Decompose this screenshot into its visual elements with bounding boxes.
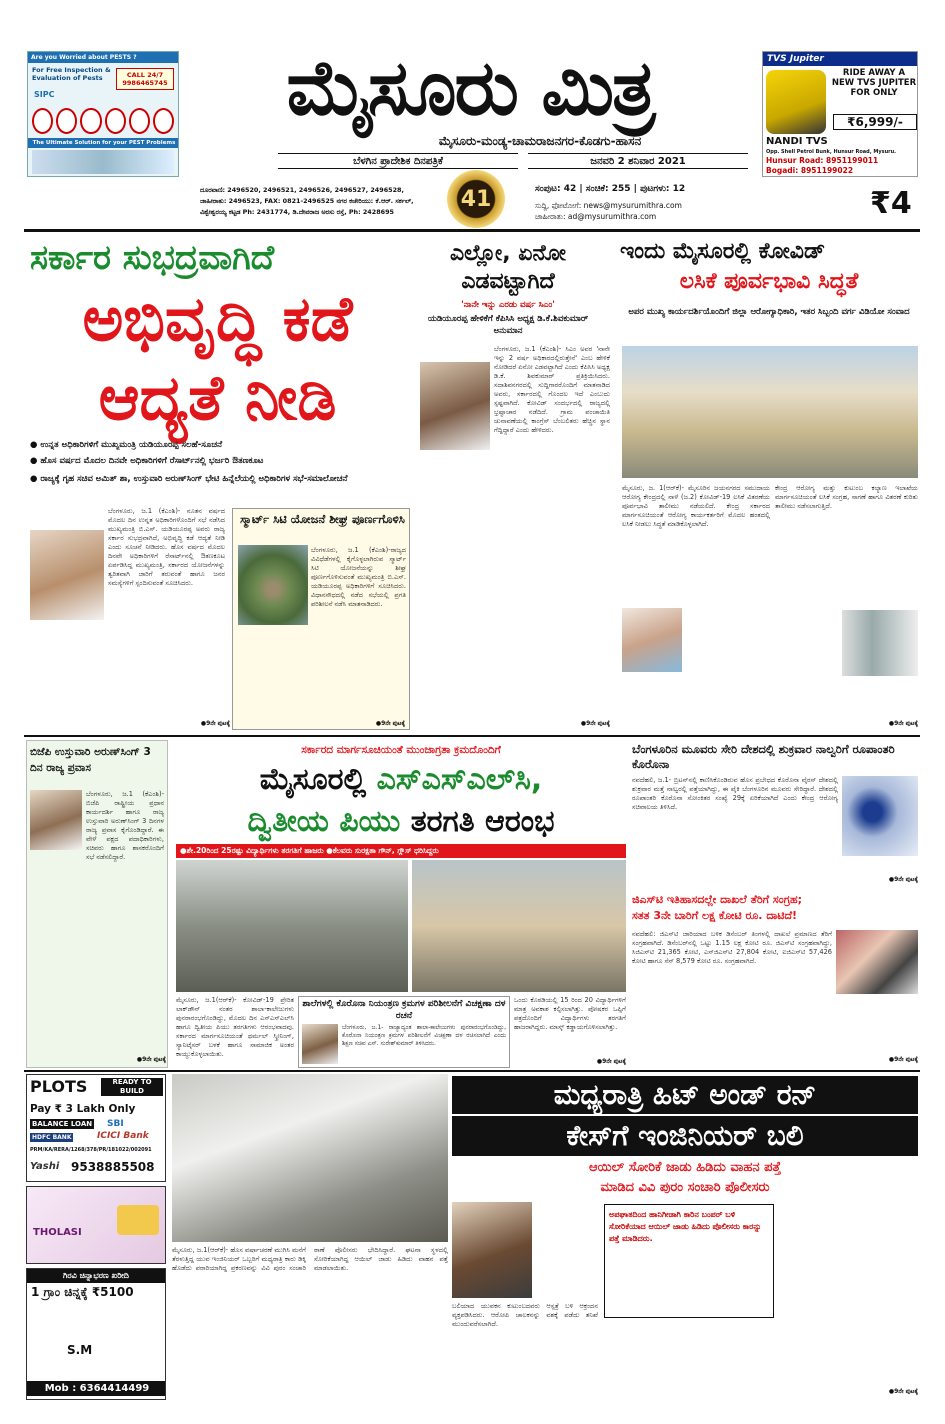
- bjp-credit: ●9ನೇ ಪುಟಕ್ಕೆ: [136, 1056, 166, 1063]
- pest-icon: [153, 108, 174, 134]
- sslc-line-2: [176, 802, 626, 842]
- rera-number: PRM/KA/RERA/1268/378/PR/181022/002091: [30, 1147, 152, 1153]
- balance-label: BALANCE LOAN: [32, 1120, 93, 1128]
- covid-credit: ●9ನೇ ಪುಟಕ್ಕೆ: [888, 720, 918, 727]
- masthead-regions: ಮೈಸೂರು-ಮಂಡ್ಯ-ಚಾಮರಾಜನಗರ-ಕೊಡಗು-ಹಾಸನ: [438, 134, 642, 148]
- bengaluru-headline: ಬೆಂಗಳೂರಿನ ಮೂವರು ಸೇರಿ ದೇಶದಲ್ಲಿ ಶುಕ್ರವಾರ ನಾಲ್ವರಿಗೆ ರೂಪಾಂತರಿ ಕೊರೊನಾ: [632, 742, 895, 771]
- tvs-price: ₹6,999/-: [833, 114, 917, 130]
- accident-car-photo: [172, 1074, 448, 1242]
- hitrun-sub-2: ಮಾಡಿದ ವಿವಿ ಪುರಂ ಸಂಚಾರಿ ಪೊಲೀಸರು: [600, 1180, 770, 1195]
- issue-number: ಸಂಚಿಕೆ: 255: [585, 184, 631, 194]
- hitrun-credit: ●9ನೇ ಪುಟಕ್ಕೆ: [888, 1388, 918, 1395]
- ad-left-pest[interactable]: [27, 51, 179, 177]
- hitrun-headline-1: ಮಧ್ಯರಾತ್ರಿ ಹಿಟ್ ಅಂಡ್ ರನ್: [452, 1076, 918, 1114]
- smart-city-credit: ●9ನೇ ಪುಟಕ್ಕೆ: [375, 720, 405, 727]
- sslc-credit: ●9ನೇ ಪುಟಕ್ಕೆ: [596, 1058, 626, 1065]
- swab-photo: [842, 776, 918, 856]
- gold-title: ಗಿರವಿ ಚಿನ್ನಾಭರಣ ಖರೀದಿ: [27, 1269, 165, 1283]
- masthead-title: ಮೈಸೂರು ಮಿತ್ರ: [286, 43, 654, 132]
- hitrun-headline-2: ಕೇಸ್‌ಗೆ ಇಂಜಿನಿಯರ್ ಬಲಿ: [452, 1116, 918, 1156]
- gst-headline-2: ಸತತ 3ನೇ ಬಾರಿಗೆ ಲಕ್ಷ ಕೋಟಿ ರೂ. ದಾಟಿದೆ!: [632, 909, 798, 922]
- covid-body: ಮೈಸೂರು, ಜ. 1(ಆರ್‌ಕೆ)- ಮೈಸೂರಿನ ಜಯನಗರದ ಸಮುದಾಯ ಆರೋಗ್ಯ ಕೇಂದ್ರದಲ್ಲಿ ನಾಳೆ (ಜ.2) ಕೋವಿಡ್-19 ಲಸಿಕೆ ವಿತರಣೆಯ ಪೂರ್ವಭಾವಿ ತಾಲೀಮು ನಡೆಯಲಿದೆ. ಕೇಂದ್ರ ಸರ್ಕಾರದ ಮಾರ್ಗಸೂಚಿಯಂತೆ ಆರೋಗ್ಯ ಕಾರ್ಯಕರ್ತರಿಗೆ ಮೊದಲ ಹಂತದಲ್ಲಿ ಲಸಿಕೆ ನೀಡಲು ಸಿದ್ಧತೆ ಮಾಡಿಕೊಳ್ಳಲಾಗಿದೆ.: [622, 484, 770, 528]
- yashi-logo: Yashi: [30, 1161, 60, 1172]
- bjp-headline: ಬಿಜೆಪಿ ಉಸ್ತುವಾರಿ ಅರುಣ್‌ಸಿಂಗ್ 3 ದಿನ ರಾಜ್ಯ ಪ್ರವಾಸ: [30, 746, 151, 774]
- ad-tholasi[interactable]: [26, 1186, 166, 1264]
- sslc-line-2a: ದ್ವಿತೀಯ ಪಿಯು: [247, 804, 401, 839]
- pest-icon: [129, 108, 150, 134]
- bengaluru-body-wide: [632, 864, 918, 876]
- sslc-line-1: [176, 760, 626, 800]
- hitrun-body-3: [604, 1322, 774, 1398]
- vaccine-vials-photo: [842, 610, 918, 676]
- anniversary-badge: [447, 170, 505, 228]
- sslc-sub: ●ಶೇ.20ರಿಂದ 25ರಷ್ಟು ವಿದ್ಯಾರ್ಥಿಗಳು ತರಗತಿಗೆ ಹಾಜರು ●ಕೆಲವರು ಸುರಕ್ಷತಾ ಗೌನ್, ಗ್ಲೌಸ್ ಧರಿಸಿದ್ದರು: [176, 844, 626, 858]
- sslc-line-1a: ಮೈಸೂರಲ್ಲಿ: [259, 762, 367, 797]
- lead-headline-2: ಆದ್ಯತೆ ನೀಡಿ: [98, 361, 337, 434]
- ad-left-question: Are you Worried about PESTS ?: [28, 52, 178, 63]
- sslc-body: ಮೈಸೂರು, ಜ.1(ಆರ್‌ಕೆ)- ಕೋವಿಡ್-19 ಪ್ರೇರಿತ ಲಾಕ್‌ಡೌನ್ ನಂತರ ಶಾಲಾ-ಕಾಲೇಜುಗಳು ಪುನರಾರಂಭಗೊಂಡಿದ್ದು, ಮೊದಲ ದಿನ ಎಸ್‌ಎಸ್‌ಎಲ್‌ಸಿ ಹಾಗೂ ದ್ವಿತೀಯ ಪಿಯು ತರಗತಿಗಳು ಆರಂಭವಾದವು. ಸರ್ಕಾರದ ಮಾರ್ಗಸೂಚಿಯಂತೆ ಥರ್ಮಲ್ ಸ್ಕ್ರೀನಿಂಗ್, ಸ್ಯಾನಿಟೈಸರ್ ಬಳಕೆ ಹಾಗೂ ಸಾಮಾಜಿಕ ಅಂತರ ಕಾಯ್ದುಕೊಳ್ಳಲಾಯಿತು.: [176, 996, 294, 1058]
- lead-bullet-2: ● ಹೊಸ ವರ್ಷದ ಮೊದಲ ದಿನವೇ ಅಧಿಕಾರಿಗಳಿಗೆ ರೆಸಾರ್ಟ್‌ನಲ್ಲಿ ಭರ್ಜರಿ ಔತಣಕೂಟ: [30, 456, 410, 466]
- masthead-date: ಜನವರಿ 2 ಶನಿವಾರ 2021: [528, 153, 748, 169]
- masthead-tagline: ಬೆಳಗಿನ ಪ್ರಾದೇಶಿಕ ದಿನಪತ್ರಿಕೆ: [278, 153, 518, 169]
- sbi-logo: SBI: [107, 1119, 124, 1129]
- ad-left-image: [32, 150, 174, 174]
- yellow-credit: ●9ನೇ ಪುಟಕ್ಕೆ: [580, 720, 610, 727]
- yellow-headline: ಎಲ್ಲೋ, ಏನೋ ಎಡವಟ್ಟಾಗಿದೆ: [450, 241, 566, 294]
- sslc-line-1b: ಎಸ್‌ಎಸ್‌ಎಲ್‌ಸಿ,: [376, 762, 543, 797]
- classroom-photo-1: [176, 860, 408, 992]
- plots-phone: 9538885508: [71, 1160, 155, 1174]
- page-count: ಪುಟಗಳು: 12: [640, 184, 686, 194]
- phone-line-1: ದೂರವಾಣಿ: 2496520, 2496521, 2496526, 2496527, 2496528,: [200, 186, 404, 194]
- bengaluru-credit: ●9ನೇ ಪುಟಕ್ಕೆ: [888, 876, 918, 883]
- covid-headline-1: ಇಂದು ಮೈಸೂರಲ್ಲಿ ಕೋವಿಡ್: [620, 239, 826, 264]
- bengaluru-body: ನವದೆಹಲಿ, ಜ.1- ಬ್ರಿಟನ್‌ನಲ್ಲಿ ಕಾಣಿಸಿಕೊಂಡಿರುವ ಹೊಸ ಪ್ರಬೇಧದ ಕೊರೊನಾ ವೈರಸ್ ದೇಶದಲ್ಲಿ ಶುಕ್ರವಾರ ಮತ್ತೆ ನಾಲ್ವರಲ್ಲಿ ಪತ್ತೆಯಾಗಿದ್ದು, ಈ ಪೈಕಿ ಬೆಂಗಳೂರಿನ ಮೂವರು ಸೇರಿದ್ದಾರೆ. ದೇಶದಲ್ಲಿ ರೂಪಾಂತರಿ ಕೊರೊನಾ ಸೋಂಕಿತರ ಸಂಖ್ಯೆ 29ಕ್ಕೆ ಏರಿಕೆಯಾಗಿದೆ ಎಂದು ಕೇಂದ್ರ ಆರೋಗ್ಯ ಸಚಿವಾಲಯ ತಿಳಿಸಿದೆ.: [632, 776, 838, 811]
- school-rules-headline: ಶಾಲೆಗಳಲ್ಲಿ ಕೊರೊನಾ ನಿಯಂತ್ರಣ ಕ್ರಮಗಳ ಪರಿಶೀಲನೆಗೆ ವಿಚಕ್ಷಣಾ ದಳ ರಚನೆ: [302, 999, 506, 1021]
- phone-line-2: ಜಾಹೀರಾತು: 2496523, FAX: 0821-2496525 ನಗರ ಕಚೇರಿಯು: ಕೆ.ಆರ್. ಸರ್ಕಲ್,: [200, 197, 414, 205]
- yellow-body: ಬೆಂಗಳೂರು, ಜ.1 (ಕೆಎಂಶಿ)- ಸಿಎಂ ಅವರ 'ನಾನೇ ಇನ್ನು 2 ವರ್ಷ ಅಧಿಕಾರದಲ್ಲಿರುತ್ತೇನೆ' ಎಂಬ ಹೇಳಿಕೆ ನೋಡಿದರೆ ಏನೋ ಎಡವಟ್ಟಾಗಿದೆ ಎಂದು ಕೆಪಿಸಿಸಿ ಅಧ್ಯಕ್ಷ ಡಿ.ಕೆ. ಶಿವಕುಮಾರ್ ಪ್ರತಿಕ್ರಿಯಿಸಿದರು. ಸದಾಶಿವನಗರದಲ್ಲಿ ಸುದ್ದಿಗಾರರೊಂದಿಗೆ ಮಾತನಾಡಿದ ಅವರು, ಸರ್ಕಾರದಲ್ಲಿ ಗೊಂದಲ ಇದೆ ಎಂಬುದು ಸ್ಪಷ್ಟವಾಗಿದೆ. ಕೋವಿಡ್ ಸಂದರ್ಭದಲ್ಲಿ ರಾಜ್ಯದಲ್ಲಿ ಭ್ರಷ್ಟಾಚಾರ ನಡೆದಿದೆ. ಗ್ರಾಮ ಪಂಚಾಯಿತಿ ಚುನಾವಣೆಯಲ್ಲಿ ಕಾಂಗ್ರೆಸ್ ಬೆಂಬಲಿತರು ಹೆಚ್ಚಿನ ಸ್ಥಾನ ಗೆದ್ದಿದ್ದಾರೆ ಎಂದು ಹೇಳಿದರು.: [494, 345, 610, 434]
- tholasi-brand: THOLASI: [33, 1227, 82, 1238]
- covid-headline-2: ಲಸಿಕೆ ಪೂರ್ವಭಾವಿ ಸಿದ್ಧತೆ: [679, 269, 859, 294]
- volume-info: ಸಂಪುಟ: 42 | ಸಂಚಿಕೆ: 255 | ಪುಟಗಳು: 12: [535, 184, 686, 194]
- lead-body: ಬೆಂಗಳೂರು, ಜ.1 (ಕೆಎಂಶಿ)- ನೂತನ ವರ್ಷದ ಮೊದಲ ದಿನ ಉನ್ನತ ಅಧಿಕಾರಿಗಳೊಂದಿಗೆ ಸಭೆ ನಡೆಸಿದ ಮುಖ್ಯಮಂತ್ರಿ ಬಿ.ಎಸ್. ಯಡಿಯೂರಪ್ಪ ಅವರು ರಾಜ್ಯ ಸರ್ಕಾರ ಸುಭದ್ರವಾಗಿದೆ, ಅಭಿವೃದ್ಧಿ ಕಡೆ ಆದ್ಯತೆ ನೀಡಿ ಎಂದು ಸೂಚನೆ ನೀಡಿದರು. ಹೊಸ ವರ್ಷದ ಮೊದಲ ದಿನವೇ ಅಧಿಕಾರಿಗಳಿಗೆ ರೆಸಾರ್ಟ್‌ನಲ್ಲಿ ಔತಣಕೂಟ ಏರ್ಪಡಿಸಿದ್ದ ಮುಖ್ಯಮಂತ್ರಿ, ಸರ್ಕಾರದ ಯೋಜನೆಗಳನ್ನು ತ್ವರಿತವಾಗಿ ಜಾರಿಗೆ ತರುವಂತೆ ಹಾಗೂ ಜನರ ಸಮಸ್ಯೆಗಳಿಗೆ ಸ್ಪಂದಿಸುವಂತೆ ಸೂಚಿಸಿದರು.: [108, 507, 225, 587]
- pest-icon: [105, 108, 126, 134]
- ad-plots[interactable]: [26, 1074, 166, 1182]
- masthead-rule: [24, 229, 920, 232]
- covid-side: ಕೇಂದ್ರ ಆರೋಗ್ಯ ಮತ್ತು ಕುಟುಂಬ ಕಲ್ಯಾಣ ಇಲಾಖೆಯ ಮಾರ್ಗಸೂಚಿಯಂತೆ ಲಸಿಕೆ ಸಂಗ್ರಹ, ಸಾಗಣೆ ಹಾಗೂ ವಿತರಣೆ ಕುರಿತು ತಾಲೀಮು ನಡೆಸಲಾಗುತ್ತಿದೆ.: [775, 484, 918, 510]
- yellow-sub-2: ಯಡಿಯೂರಪ್ಪ ಹೇಳಿಕೆಗೆ ಕೆಪಿಸಿಸಿ ಅಧ್ಯಕ್ಷ ಡಿ.ಕೆ.ಶಿವಕುಮಾರ್ ಅನುಮಾನ: [427, 314, 589, 336]
- victim-photo: [452, 1202, 532, 1298]
- gst-photo: [836, 930, 918, 994]
- ad-left-call: CALL 24/7 9986465745: [116, 68, 174, 90]
- row-rule-2: [24, 1070, 920, 1072]
- covid-sub: ಅಪರ ಮುಖ್ಯ ಕಾರ್ಯದರ್ಶಿಯೊಂದಿಗೆ ಜಿಲ್ಲಾ ಆರೋಗ್ಯಾಧಿಕಾರಿ, ಇತರ ಸಿಬ್ಬಂದಿ ವರ್ಗ ವಿಡಿಯೋ ಸಂವಾದ: [628, 307, 910, 317]
- lead-credit: ●9ನೇ ಪುಟಕ್ಕೆ: [200, 720, 230, 727]
- ad-left-brand: SIPC: [34, 90, 55, 99]
- ad-left-inspection: For Free Inspection & Evaluation of Pests: [32, 66, 111, 82]
- hitrun-sub-1: ಆಯಿಲ್ ಸೋರಿಕೆ ಜಾಡು ಹಿಡಿದು ವಾಹನ ಪತ್ತೆ: [589, 1160, 781, 1175]
- tvs-dealer: NANDI TVS: [766, 136, 828, 147]
- hdfc-logo: HDFC BANK: [32, 1134, 72, 1141]
- tvs-phone-2: Bogadi: 8951199022: [766, 166, 854, 175]
- lead-headline-1: ಅಭಿವೃದ್ಧಿ ಕಡೆ: [82, 282, 353, 355]
- hitrun-body: ಮೈಸೂರು, ಜ.1(ಆರ್‌ಕೆ)- ಹೊಸ ವರ್ಷಾಚರಣೆ ಮುಗಿಸಿ ಮನೆಗೆ ತೆರಳುತ್ತಿದ್ದ ಯುವ ಇಂಜಿನಿಯರ್ ಒಬ್ಬರಿಗೆ ಮಧ್ಯರಾತ್ರಿ ಕಾರು ಡಿಕ್ಕಿ ಹೊಡೆದು ಪರಾರಿಯಾಗಿದ್ದ ಪ್ರಕರಣವನ್ನು ವಿವಿ ಪುರಂ ಸಂಚಾರಿ ಠಾಣೆ ಪೊಲೀಸರು ಭೇದಿಸಿದ್ದಾರೆ. ಘಟನಾ ಸ್ಥಳದಲ್ಲಿ ಸೋರಿಕೆಯಾಗಿದ್ದ ಆಯಿಲ್ ಜಾಡು ಹಿಡಿದು ವಾಹನ ಪತ್ತೆ ಮಾಡಲಾಯಿತು.: [172, 1246, 448, 1272]
- anniversary-number: 41: [460, 186, 492, 212]
- sslc-kicker: ಸರ್ಕಾರದ ಮಾರ್ಗಸೂಚಿಯಂತೆ ಮುಂಜಾಗ್ರತಾ ಕ್ರಮದೊಂದಿಗೆ: [301, 744, 501, 756]
- lead-bullet-1: ● ಉನ್ನತ ಅಧಿಕಾರಿಗಳಿಗೆ ಮುಖ್ಯಮಂತ್ರಿ ಯಡಿಯೂರಪ್ಪ ಸಲಹೆ-ಸೂಚನೆ: [30, 440, 410, 450]
- hitrun-body-2: ಬಲಿಯಾದ ಯುವಕನ ಕುಟುಂಬದವರು ಆಸ್ಪತ್ರೆ ಬಳಿ ಆಕ್ರಂದನ ವ್ಯಕ್ತಪಡಿಸಿದರು. ಆರೋಪಿ ಚಾಲಕನನ್ನು ವಶಕ್ಕೆ ಪಡೆದು ತನಿಖೆ ಮುಂದುವರೆಸಲಾಗಿದೆ.: [452, 1302, 598, 1328]
- lead-kicker: ಸರ್ಕಾರ ಸುಭದ್ರವಾಗಿದೆ: [30, 238, 275, 278]
- sslc-body-2: ಒಂದು ಕೊಠಡಿಯಲ್ಲಿ 15 ರಿಂದ 20 ವಿದ್ಯಾರ್ಥಿಗಳಿಗೆ ಮಾತ್ರ ಅವಕಾಶ ಕಲ್ಪಿಸಲಾಗಿತ್ತು. ಪೋಷಕರ ಒಪ್ಪಿಗೆ ಪತ್ರದೊಂದಿಗೆ ವಿದ್ಯಾರ್ಥಿಗಳು ತರಗತಿಗೆ ಹಾಜರಾಗಿದ್ದರು. ಮಾಸ್ಕ್ ಕಡ್ಡಾಯಗೊಳಿಸಲಾಗಿತ್ತು.: [514, 996, 626, 1031]
- tvs-brand: TVS Jupiter: [763, 52, 917, 66]
- yellow-sub-1: 'ನಾನೇ ಇನ್ನು ಎರಡು ವರ್ಷ ಸಿಎಂ': [461, 300, 555, 310]
- email-news: ಸುದ್ದಿ, ಫೋಟೋಗೆ: news@mysurumithra.com: [535, 201, 682, 210]
- price: ₹4: [870, 186, 912, 221]
- pest-icon: [56, 108, 77, 134]
- bjp-body: ಬೆಂಗಳೂರು, ಜ.1 (ಕೆಎಂಶಿ)- ಬಿಜೆಪಿ ರಾಷ್ಟ್ರೀಯ ಪ್ರಧಾನ ಕಾರ್ಯದರ್ಶಿ ಹಾಗೂ ರಾಜ್ಯ ಉಸ್ತುವಾರಿ ಅರುಣ್‌ಸಿಂಗ್ 3 ದಿನಗಳ ರಾಜ್ಯ ಪ್ರವಾಸ ಕೈಗೊಂಡಿದ್ದಾರೆ. ಈ ವೇಳೆ ಪಕ್ಷದ ಪದಾಧಿಕಾರಿಗಳು, ಸಚಿವರು ಹಾಗೂ ಶಾಸಕರೊಂದಿಗೆ ಸಭೆ ನಡೆಸಲಿದ್ದಾರೆ.: [86, 790, 164, 861]
- pest-icon: [80, 108, 101, 134]
- row-rule-1: [24, 735, 920, 737]
- classroom-photo-2: [412, 860, 626, 992]
- ready-label: READY TO BUILD: [101, 1078, 163, 1096]
- icici-logo: ICICI Bank: [97, 1131, 149, 1141]
- scooter-image: [766, 70, 826, 134]
- tvs-headline: RIDE AWAY A NEW TVS JUPITER FOR ONLY: [831, 68, 917, 98]
- ad-left-footer: The Ultimate Solution for your PEST Problems: [28, 138, 179, 148]
- gst-headline-1: ಜಿಎಸ್‌ಟಿ ಇತಿಹಾಸದಲ್ಲೇ ದಾಖಲೆ ತೆರಿಗೆ ಸಂಗ್ರಹ;: [632, 893, 803, 906]
- plots-label: PLOTS: [30, 1077, 88, 1096]
- volume: ಸಂಪುಟ: 42: [535, 184, 577, 194]
- lead-bullet-3: ● ರಾಜ್ಯಕ್ಕೆ ಗೃಹ ಸಚಿವ ಅಮಿತ್ ಶಾ, ಉಸ್ತುವಾರಿ ಅರುಣ್‌ಸಿಂಗ್ ಭೇಟಿ ಹಿನ್ನೆಲೆಯಲ್ಲಿ ಅಧಿಕಾರಿಗಳ ಸಭೆ-ಸಮಾಲೋಚನೆ: [30, 472, 410, 486]
- smart-city-body: ಬೆಂಗಳೂರು, ಜ.1 (ಕೆಎಂಶಿ)-ರಾಜ್ಯದ ವಿವಿಧೆಡೆಗಳಲ್ಲಿ ಕೈಗೊಳ್ಳಲಾಗಿರುವ ಸ್ಮಾರ್ಟ್ ಸಿಟಿ ಯೋಜನೆಯನ್ನು ಶೀಘ್ರ ಪೂರ್ಣಗೊಳಿಸುವಂತೆ ಮುಖ್ಯಮಂತ್ರಿ ಬಿ.ಎಸ್. ಯಡಿಯೂರಪ್ಪ ಅಧಿಕಾರಿಗಳಿಗೆ ಸೂಚಿಸಿದರು. ವಿಧಾನಸೌಧದಲ್ಲಿ ನಡೆದ ಸಭೆಯಲ್ಲಿ ಪ್ರಗತಿ ಪರಿಶೀಲನೆ ನಡೆಸಿ ಮಾತನಾಡಿದರು.: [311, 546, 406, 608]
- ad-gold[interactable]: [26, 1268, 166, 1400]
- sslc-line-2b: ತರಗತಿ ಆರಂಭ: [410, 804, 555, 839]
- pay-label: Pay ₹ 3 Lakh Only: [30, 1103, 136, 1115]
- gold-shop: S.M: [67, 1343, 93, 1357]
- hitrun-body-4: [780, 1204, 918, 1388]
- tholasi-badge: [117, 1205, 159, 1235]
- tvs-phone-1: Hunsur Road: 8951199011: [766, 156, 879, 165]
- pest-icons-row: [32, 108, 174, 134]
- phone-line-3: ವಿಶ್ವೇಶ್ವರಯ್ಯ ಕಟ್ಟಡ Ph: 2431774, ಡಿ.ದೇವರಾಜ ಅರಸು ರಸ್ತೆ, Ph: 2428695: [200, 208, 394, 216]
- email-ad: ಜಾಹೀರಾತು: ad@mysurumithra.com: [535, 212, 657, 221]
- gst-credit: ●9ನೇ ಪುಟಕ್ಕೆ: [888, 1056, 918, 1063]
- minister-photo: [302, 1024, 338, 1064]
- smart-city-headline: ಸ್ಮಾರ್ಟ್ ಸಿಟಿ ಯೋಜನೆ ಶೀಘ್ರ ಪೂರ್ಣಗೊಳಿಸಿ: [240, 512, 405, 526]
- gold-mob: Mob : 6364414499: [27, 1381, 166, 1396]
- health-center-photo: [622, 346, 918, 478]
- ad-right-tvs[interactable]: [762, 51, 918, 177]
- pest-icon: [32, 108, 53, 134]
- hitrun-box: ಅಪಘಾತದಿಂದ ಹಾನಿಗೀಡಾಗಿ ಕಾರಿನ ಬಂಪರ್ ಬಳಿ ಸೋರಿಕೆಯಾದ ಆಯಿಲ್ ಜಾಡು ಹಿಡಿದು ಪೊಲೀಸರು ಕಾರನ್ನು ಪತ್ತೆ ಮಾಡಿದರು.: [604, 1204, 774, 1318]
- tvs-address: Opp. Shell Petrol Bunk, Hunsur Road, Mysuru.: [766, 149, 897, 155]
- school-rules-body: ಬೆಂಗಳೂರು, ಜ.1- ರಾಜ್ಯಾದ್ಯಂತ ಶಾಲಾ-ಕಾಲೇಜುಗಳು ಪುನರಾರಂಭಗೊಂಡಿದ್ದು, ಕೊರೊನಾ ನಿಯಂತ್ರಣ ಕ್ರಮಗಳ ಪರಿಶೀಲನೆಗೆ ವಿಚಕ್ಷಣಾ ದಳ ರಚಿಸಲಾಗಿದೆ ಎಂದು ಶಿಕ್ಷಣ ಸಚಿವ ಎಸ್. ಸುರೇಶ್‌ಕುಮಾರ್ ತಿಳಿಸಿದರು.: [342, 1024, 506, 1047]
- gst-body: ನವದೆಹಲಿ: ಜಿಎಸ್‌ಟಿ ಜಾರಿಯಾದ ಬಳಿಕ ಡಿಸೆಂಬರ್ ತಿಂಗಳಲ್ಲಿ ದಾಖಲೆ ಪ್ರಮಾಣದ ತೆರಿಗೆ ಸಂಗ್ರಹವಾಗಿದೆ. ಡಿಸೆಂಬರ್‌ನಲ್ಲಿ ಒಟ್ಟು 1.15 ಲಕ್ಷ ಕೋಟಿ ರೂ. ಜಿಎಸ್‌ಟಿ ಸಂಗ್ರಹವಾಗಿದ್ದು, ಸಿಜಿಎಸ್‌ಟಿ 21,365 ಕೋಟಿ, ಎಸ್‌ಜಿಎಸ್‌ಟಿ 27,804 ಕೋಟಿ, ಐಜಿಎಸ್‌ಟಿ 57,426 ಕೋಟಿ ಹಾಗೂ ಸೆಸ್ 8,579 ಕೋಟಿ ರೂ. ಸಂಗ್ರಹವಾಗಿದೆ.: [632, 930, 832, 965]
- gold-price: 1 ಗ್ರಾಂ ಚಿನ್ನಕ್ಕೆ ₹5100: [31, 1285, 134, 1299]
- mask-woman-photo: [622, 608, 682, 672]
